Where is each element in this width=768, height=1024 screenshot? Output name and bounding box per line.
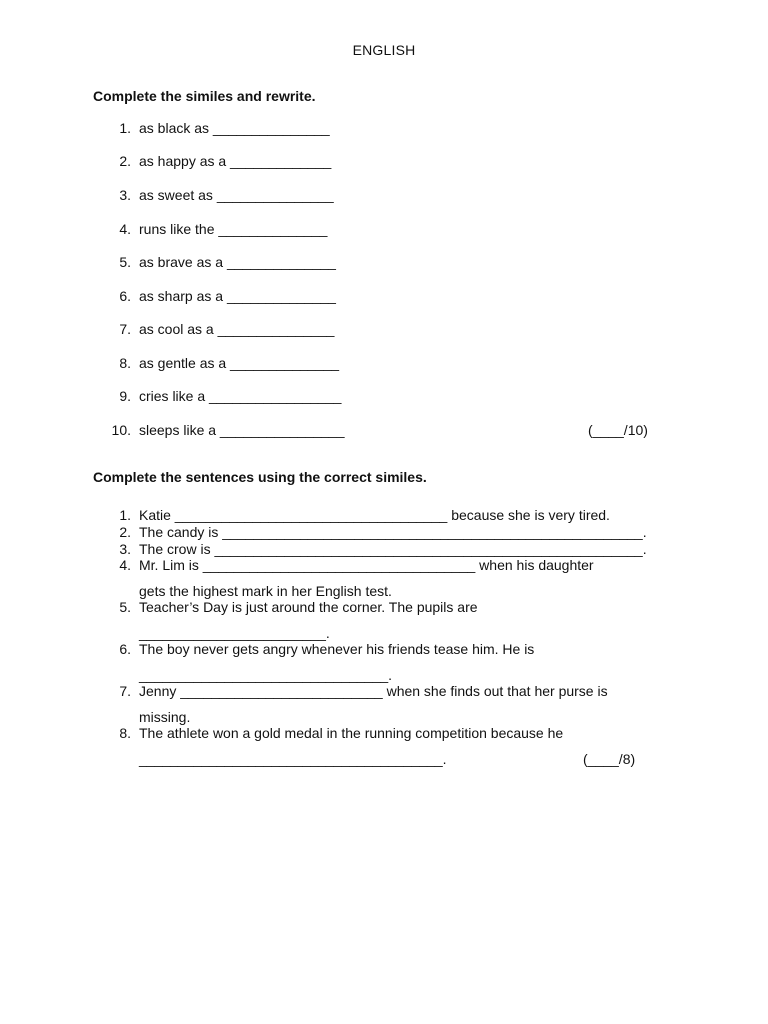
sentence-number: 8. xyxy=(119,725,131,741)
simile-number: 2. xyxy=(119,153,131,169)
sentence-line-continued: ________________________________. xyxy=(139,667,393,683)
simile-text: as gentle as a ______________ xyxy=(139,355,340,371)
simile-item-1 xyxy=(0,120,768,138)
sentence-number: 3. xyxy=(119,541,131,557)
sentence-line-continued: missing. xyxy=(139,709,191,725)
simile-number: 8. xyxy=(119,355,131,371)
sentence-line: The crow is _______________________________________________________. xyxy=(139,541,647,557)
sentence-line: The boy never gets angry whenever his friends tease him. He is xyxy=(139,641,535,657)
sentence-number: 1. xyxy=(119,507,131,523)
simile-number: 1. xyxy=(119,120,131,136)
simile-item-10 xyxy=(0,422,768,440)
sentence-line: The athlete won a gold medal in the running competition because he xyxy=(139,725,564,741)
section2-score: (____/8) xyxy=(583,751,636,767)
simile-number: 5. xyxy=(119,254,131,270)
sentence-line: Katie ___________________________________ because she is very tired. xyxy=(139,507,610,523)
sentence-number: 2. xyxy=(119,524,131,540)
sentence-line: The candy is ______________________________________________________. xyxy=(139,524,647,540)
sentence-number: 7. xyxy=(119,683,131,699)
sentence-line: Mr. Lim is ___________________________________ when his daughter xyxy=(139,557,594,573)
simile-text: as sharp as a ______________ xyxy=(139,288,336,304)
simile-item-6 xyxy=(0,288,768,306)
simile-item-7 xyxy=(0,321,768,339)
sentence-number: 5. xyxy=(119,599,131,615)
simile-number: 4. xyxy=(119,221,131,237)
simile-number: 10. xyxy=(111,422,131,438)
simile-text: sleeps like a ________________ xyxy=(139,422,345,438)
simile-item-3 xyxy=(0,187,768,205)
simile-text: as sweet as _______________ xyxy=(139,187,334,203)
simile-number: 6. xyxy=(119,288,131,304)
section2-heading: Complete the sentences using the correct similes. xyxy=(93,469,427,485)
simile-text: as black as _______________ xyxy=(139,120,330,136)
simile-text: as happy as a _____________ xyxy=(139,153,332,169)
simile-number: 7. xyxy=(119,321,131,337)
sentence-line-continued: _______________________________________. xyxy=(139,751,447,767)
sentence-number: 4. xyxy=(119,557,131,573)
simile-item-9 xyxy=(0,388,768,406)
simile-number: 3. xyxy=(119,187,131,203)
sentence-number: 6. xyxy=(119,641,131,657)
simile-text: as cool as a _______________ xyxy=(139,321,335,337)
sentence-line-continued: gets the highest mark in her English test. xyxy=(139,583,392,599)
simile-item-4 xyxy=(0,221,768,239)
simile-item-5 xyxy=(0,254,768,272)
sentence-line-continued: ________________________. xyxy=(139,625,330,641)
page-title: ENGLISH xyxy=(352,42,416,58)
simile-text: cries like a _________________ xyxy=(139,388,342,404)
section1-heading: Complete the similes and rewrite. xyxy=(93,88,316,104)
simile-number: 9. xyxy=(119,388,131,404)
simile-item-2 xyxy=(0,153,768,171)
simile-item-8 xyxy=(0,355,768,373)
sentence-line: Teacher’s Day is just around the corner. The pupils are xyxy=(139,599,478,615)
simile-text: as brave as a ______________ xyxy=(139,254,336,270)
simile-text: runs like the ______________ xyxy=(139,221,328,237)
sentence-line: Jenny __________________________ when she finds out that her purse is xyxy=(139,683,608,699)
section1-score: (____/10) xyxy=(588,422,648,438)
